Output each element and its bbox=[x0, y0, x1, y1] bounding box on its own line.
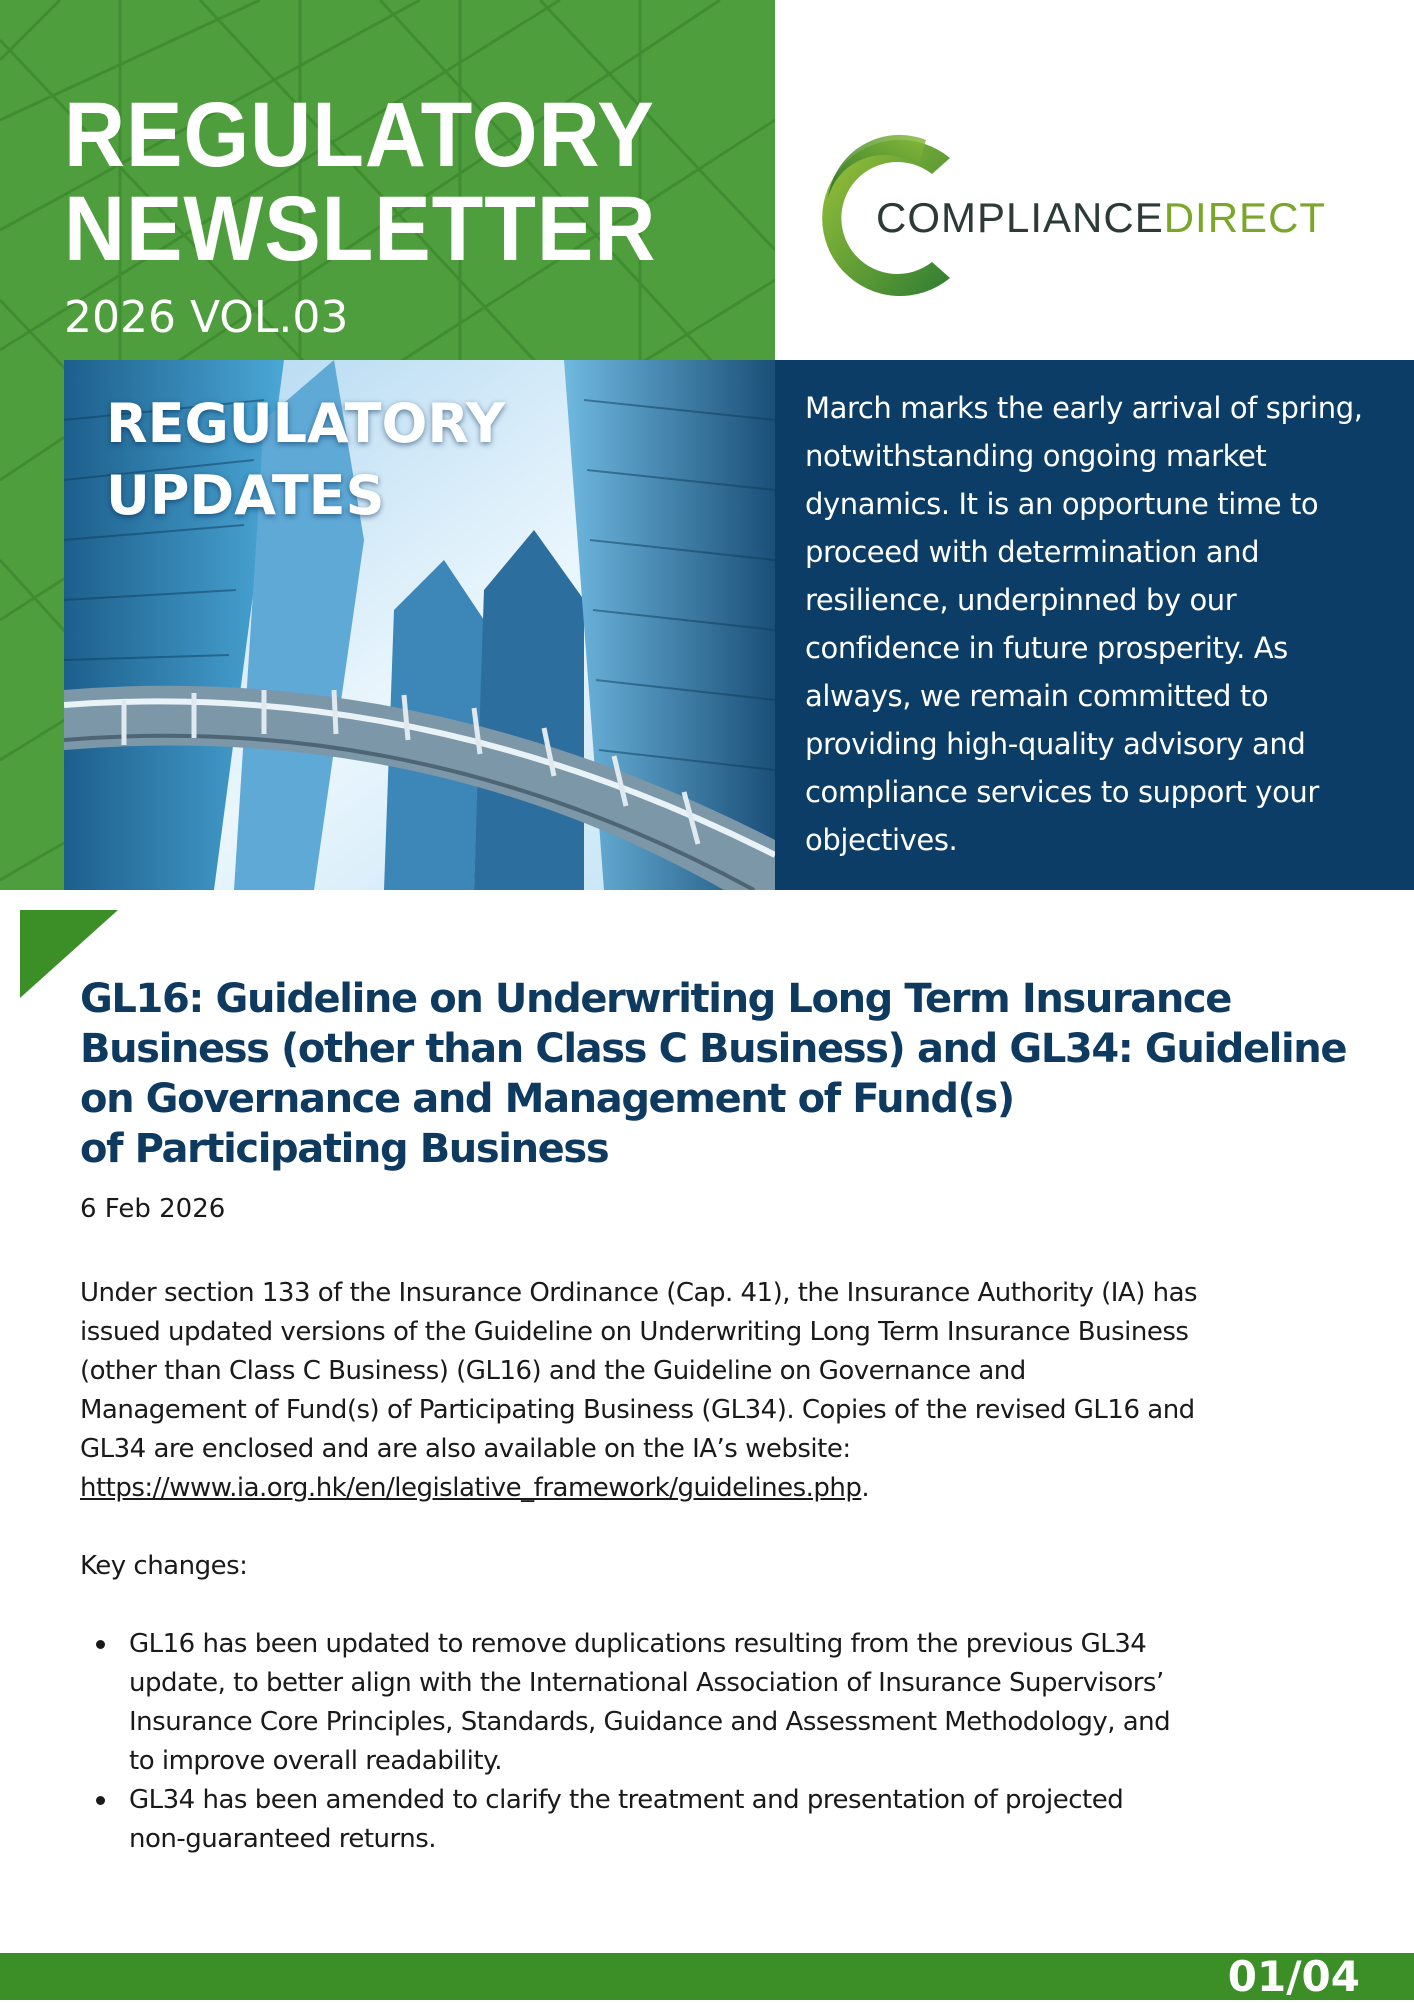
key-changes-list bbox=[80, 1625, 1360, 1859]
caption-line-1: REGULATORY bbox=[106, 392, 506, 455]
article-date: 6 Feb 2026 bbox=[80, 1194, 226, 1224]
article-title bbox=[80, 974, 1350, 1174]
page-number: 01/04 bbox=[1227, 1952, 1360, 2001]
paragraph-line: (other than Class C Business) (GL16) and the Guideline on Governance and bbox=[80, 1356, 1026, 1386]
article-title-line: GL16: Guideline on Underwriting Long Term Insurance bbox=[80, 976, 1231, 1022]
paragraph-line: Under section 133 of the Insurance Ordinance (Cap. 41), the Insurance Authority (IA) has bbox=[80, 1278, 1198, 1308]
article-body bbox=[80, 1274, 1360, 1859]
list-item-line: update, to better align with the International Association of Insurance Supervisors’ bbox=[129, 1668, 1164, 1698]
title-line-1: REGULATORY bbox=[64, 84, 655, 186]
newsletter-title bbox=[64, 84, 657, 280]
intro-box bbox=[775, 360, 1414, 890]
list-item bbox=[80, 1625, 1360, 1781]
ia-guidelines-link[interactable]: https://www.ia.org.hk/en/legislative_framework/guidelines.php bbox=[80, 1473, 862, 1503]
link-suffix: . bbox=[861, 1473, 870, 1503]
regulatory-updates-heading bbox=[106, 388, 505, 532]
paragraph-line: Management of Fund(s) of Participating Business (GL34). Copies of the revised GL16 and bbox=[80, 1395, 1195, 1425]
volume-label: 2026 VOL.03 bbox=[64, 292, 349, 343]
hero-photo bbox=[64, 360, 775, 890]
list-item-line: to improve overall readability. bbox=[129, 1746, 503, 1776]
compliance-direct-logo bbox=[800, 118, 1340, 318]
list-item bbox=[80, 1781, 1360, 1859]
article-paragraph bbox=[80, 1274, 1360, 1508]
article-title-line: Business (other than Class C Business) and GL34: Guideline bbox=[80, 1026, 1347, 1072]
article-title-line: on Governance and Management of Fund(s) bbox=[80, 1076, 1014, 1122]
article-title-line: of Participating Business bbox=[80, 1126, 609, 1172]
logo-word-compliance: COMPLIANCE bbox=[876, 194, 1164, 241]
logo-wordmark bbox=[876, 194, 1326, 242]
intro-text: March marks the early arrival of spring, notwithstanding ongoing market dynamics. It is an opportune time to proceed with determination and resilience, underpinned by our confidence in future prosperity. As always, we remain committed to providing high-quality advisory and compliance services to support your objectives. bbox=[805, 391, 1363, 857]
list-item-line: non-guaranteed returns. bbox=[129, 1824, 437, 1854]
title-line-2: NEWSLETTER bbox=[64, 178, 657, 280]
list-item-line: GL16 has been updated to remove duplications resulting from the previous GL34 bbox=[129, 1629, 1147, 1659]
link-line bbox=[80, 1469, 1360, 1508]
caption-line-2: UPDATES bbox=[106, 464, 385, 527]
logo-word-direct: DIRECT bbox=[1163, 194, 1327, 241]
paragraph-line: issued updated versions of the Guideline on Underwriting Long Term Insurance Business bbox=[80, 1317, 1189, 1347]
key-changes-label: Key changes: bbox=[80, 1551, 248, 1581]
list-item-line: Insurance Core Principles, Standards, Guidance and Assessment Methodology, and bbox=[129, 1707, 1171, 1737]
paragraph-line: GL34 are enclosed and are also available on the IA’s website: bbox=[80, 1434, 851, 1464]
list-item-line: GL34 has been amended to clarify the treatment and presentation of projected bbox=[129, 1785, 1124, 1815]
footer-bar bbox=[0, 1953, 1414, 2000]
